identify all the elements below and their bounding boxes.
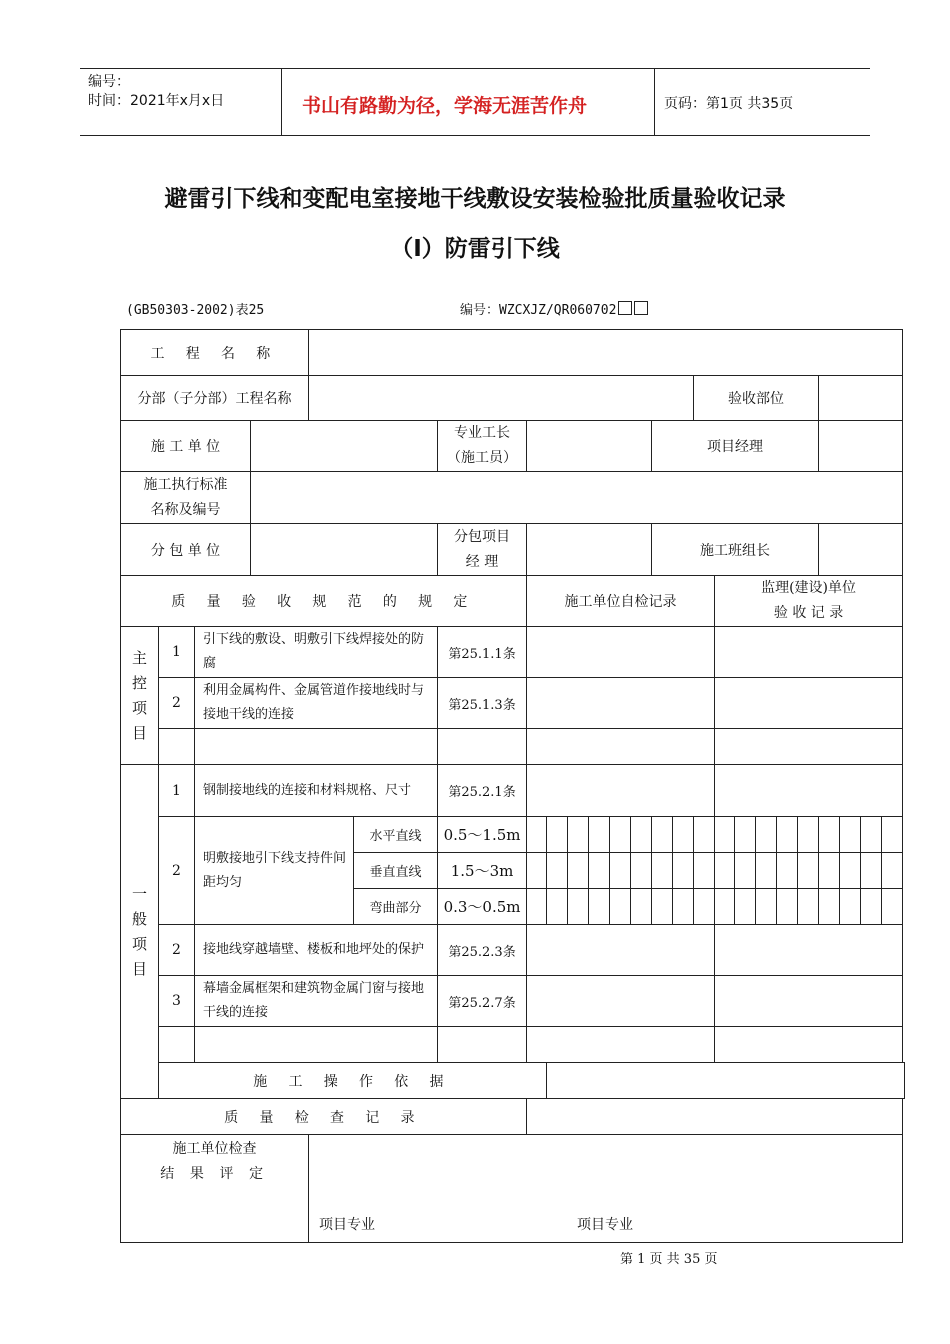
grid-cell[interactable] bbox=[694, 817, 715, 853]
grid-cell[interactable] bbox=[547, 853, 568, 889]
quality-record-field[interactable] bbox=[527, 1099, 903, 1135]
grid-cell[interactable] bbox=[840, 817, 861, 853]
grid-cell[interactable] bbox=[735, 853, 756, 889]
standard-label bbox=[121, 472, 251, 524]
grid-cell[interactable] bbox=[568, 889, 589, 925]
self-check-cell[interactable] bbox=[527, 729, 715, 765]
main-items-char-3: 项 bbox=[131, 698, 147, 717]
general-item-clause: 第25.2.7条 bbox=[438, 976, 527, 1027]
footer-page: 第 1 页 共 35 页 bbox=[620, 1252, 718, 1267]
supervision-cell[interactable] bbox=[715, 1027, 903, 1063]
grid-cell[interactable] bbox=[861, 817, 882, 853]
code-label: 编号： bbox=[88, 74, 130, 90]
supervision-cell[interactable] bbox=[715, 765, 903, 817]
grid-cell[interactable] bbox=[589, 889, 610, 925]
self-check-cell[interactable] bbox=[527, 765, 715, 817]
grid-cell[interactable] bbox=[819, 817, 840, 853]
result-line-2: 结 果 评 定 bbox=[160, 1166, 269, 1182]
grid-cell[interactable] bbox=[840, 889, 861, 925]
result-label bbox=[121, 1135, 309, 1243]
grid-cell[interactable] bbox=[882, 889, 903, 925]
acceptance-part-field[interactable] bbox=[819, 376, 903, 421]
project-pro-label: 项目专业 bbox=[319, 1217, 376, 1233]
grid-cell[interactable] bbox=[673, 817, 694, 853]
acceptance-part-label: 验收部位 bbox=[694, 376, 819, 421]
grid-cell[interactable] bbox=[882, 853, 903, 889]
empty-cell bbox=[195, 1027, 438, 1063]
page-subtitle: （Ⅰ）防雷引下线 bbox=[390, 236, 560, 262]
self-check-cell[interactable] bbox=[527, 1027, 715, 1063]
grid-cell[interactable] bbox=[673, 889, 694, 925]
team-leader-field[interactable] bbox=[819, 524, 903, 576]
project-name-label: 工 程 名 称 bbox=[121, 330, 309, 376]
sub-item-name: 水平直线 bbox=[354, 817, 438, 853]
grid-cell[interactable] bbox=[673, 853, 694, 889]
self-check-cell[interactable] bbox=[527, 678, 715, 729]
standard-line-1: 施工执行标准 bbox=[143, 476, 228, 493]
record-number bbox=[460, 299, 648, 318]
general-item-no: 2 bbox=[159, 817, 195, 925]
general-item-no: 1 bbox=[159, 765, 195, 817]
project-name-field[interactable] bbox=[309, 330, 903, 376]
quality-record-label: 质 量 检 查 记 录 bbox=[121, 1099, 527, 1135]
grid-cell[interactable] bbox=[756, 817, 777, 853]
sub-manager-line-1: 分包项目 bbox=[454, 528, 511, 545]
main-items-label bbox=[121, 627, 159, 765]
result-line-1: 施工单位检查 bbox=[172, 1141, 257, 1157]
grid-cell[interactable] bbox=[694, 853, 715, 889]
grid-cell[interactable] bbox=[798, 817, 819, 853]
standard-ref: (GB50303-2002)表25 bbox=[126, 303, 265, 318]
team-leader-label: 施工班组长 bbox=[652, 524, 819, 576]
self-check-cell[interactable] bbox=[527, 627, 715, 678]
grid-cell[interactable] bbox=[735, 817, 756, 853]
main-item-text: 引下线的敷设、明敷引下线焊接处的防腐 bbox=[195, 627, 438, 678]
general-item-clause: 第25.2.3条 bbox=[438, 925, 527, 976]
supervision-line-2: 验 收 记 录 bbox=[773, 605, 844, 621]
main-items-char-1: 主 bbox=[131, 648, 147, 667]
general-item-text: 明敷接地引下线支持件间距均匀 bbox=[195, 817, 354, 925]
grid-cell[interactable] bbox=[527, 817, 547, 853]
spec-header: 质 量 验 收 规 范 的 规 定 bbox=[121, 576, 527, 627]
main-item-text: 利用金属构件、金属管道作接地线时与接地干线的连接 bbox=[195, 678, 438, 729]
self-check-cell[interactable] bbox=[527, 925, 715, 976]
construction-unit-label: 施 工 单 位 bbox=[121, 421, 251, 472]
main-item-clause: 第25.1.1条 bbox=[438, 627, 527, 678]
general-items-label bbox=[121, 765, 159, 1099]
grid-cell[interactable] bbox=[652, 889, 673, 925]
grid-cell[interactable] bbox=[547, 889, 568, 925]
grid-cell[interactable] bbox=[861, 853, 882, 889]
supervision-cell[interactable] bbox=[715, 729, 903, 765]
sub-item-value: 1.5～3m bbox=[438, 853, 527, 889]
grid-cell[interactable] bbox=[715, 853, 735, 889]
grid-cell[interactable] bbox=[777, 817, 798, 853]
general-item-text: 幕墙金属框架和建筑物金属门窗与接地干线的连接 bbox=[195, 976, 438, 1027]
grid-cell[interactable] bbox=[861, 889, 882, 925]
grid-cell[interactable] bbox=[589, 817, 610, 853]
acceptance-form bbox=[120, 329, 905, 1243]
grid-cell[interactable] bbox=[777, 853, 798, 889]
foreman-line-1: 专业工长 bbox=[454, 425, 511, 441]
empty-cell bbox=[438, 1027, 527, 1063]
grid-cell[interactable] bbox=[568, 817, 589, 853]
time-label: 时间：2021年x月x日 bbox=[88, 93, 225, 109]
grid-cell[interactable] bbox=[527, 853, 547, 889]
page-title: 避雷引下线和变配电室接地干线敷设安装检验批质量验收记录 bbox=[164, 186, 786, 212]
supervision-line-1: 监理(建设)单位 bbox=[761, 580, 857, 596]
grid-cell[interactable] bbox=[527, 889, 547, 925]
self-check-cell[interactable] bbox=[527, 976, 715, 1027]
supervision-header bbox=[715, 576, 903, 627]
sub-project-field[interactable] bbox=[309, 376, 694, 421]
general-items-char-2: 般 bbox=[131, 909, 147, 928]
general-item-no: 3 bbox=[159, 976, 195, 1027]
general-item-text: 接地线穿越墙壁、楼板和地坪处的保护 bbox=[195, 925, 438, 976]
main-items-char-2: 控 bbox=[131, 673, 147, 692]
grid-cell[interactable] bbox=[610, 817, 631, 853]
empty-cell bbox=[438, 729, 527, 765]
main-item-clause: 第25.1.3条 bbox=[438, 678, 527, 729]
self-check-header: 施工单位自检记录 bbox=[527, 576, 715, 627]
grid-cell[interactable] bbox=[631, 889, 652, 925]
sub-item-name: 垂直直线 bbox=[354, 853, 438, 889]
empty-cell bbox=[159, 1027, 195, 1063]
project-manager-field[interactable] bbox=[819, 421, 903, 472]
checkbox-icon[interactable] bbox=[618, 301, 632, 315]
foreman-field[interactable] bbox=[527, 421, 652, 472]
main-item-no: 1 bbox=[159, 627, 195, 678]
subcontract-unit-field[interactable] bbox=[251, 524, 438, 576]
operation-basis-label: 施 工 操 作 依 据 bbox=[159, 1063, 547, 1099]
grid-cell[interactable] bbox=[694, 889, 715, 925]
grid-cell[interactable] bbox=[819, 889, 840, 925]
grid-cell[interactable] bbox=[882, 817, 903, 853]
project-manager-label: 项目经理 bbox=[652, 421, 819, 472]
main-item-no: 2 bbox=[159, 678, 195, 729]
supervision-cell[interactable] bbox=[715, 925, 903, 976]
project-pro-label-2: 项目专业 bbox=[577, 1217, 634, 1233]
sub-manager-field[interactable] bbox=[527, 524, 652, 576]
grid-cell[interactable] bbox=[610, 853, 631, 889]
grid-cell[interactable] bbox=[735, 889, 756, 925]
main-items-char-4: 目 bbox=[131, 723, 147, 742]
result-field[interactable] bbox=[309, 1135, 903, 1243]
grid-cell[interactable] bbox=[840, 853, 861, 889]
sub-item-name: 弯曲部分 bbox=[354, 889, 438, 925]
construction-unit-field[interactable] bbox=[251, 421, 438, 472]
general-items-char-1: 一 bbox=[131, 884, 147, 903]
grid-cell[interactable] bbox=[756, 889, 777, 925]
general-item-clause: 第25.2.1条 bbox=[438, 765, 527, 817]
grid-cell[interactable] bbox=[610, 889, 631, 925]
grid-cell[interactable] bbox=[715, 817, 735, 853]
sub-manager-line-2: 经 理 bbox=[465, 553, 499, 570]
foreman-label bbox=[438, 421, 527, 472]
subcontract-unit-label: 分 包 单 位 bbox=[121, 524, 251, 576]
general-items-char-3: 项 bbox=[131, 934, 147, 953]
empty-cell bbox=[159, 729, 195, 765]
sub-manager-label bbox=[438, 524, 527, 576]
sub-item-value: 0.3～0.5m bbox=[438, 889, 527, 925]
empty-cell bbox=[195, 729, 438, 765]
operation-basis-field[interactable] bbox=[547, 1063, 905, 1099]
grid-cell[interactable] bbox=[819, 853, 840, 889]
general-item-no: 2 bbox=[159, 925, 195, 976]
standard-line-2: 名称及编号 bbox=[150, 501, 221, 518]
checkbox-icon[interactable] bbox=[634, 301, 648, 315]
sub-item-value: 0.5～1.5m bbox=[438, 817, 527, 853]
motto: 书山有路勤为径，学海无涯苦作舟 bbox=[302, 95, 588, 117]
page-info: 页码：第1页 共35页 bbox=[664, 96, 794, 112]
grid-cell[interactable] bbox=[798, 889, 819, 925]
grid-cell[interactable] bbox=[798, 853, 819, 889]
grid-cell[interactable] bbox=[589, 853, 610, 889]
general-item-text: 钢制接地线的连接和材料规格、尺寸 bbox=[195, 765, 438, 817]
sub-project-label: 分部（子分部）工程名称 bbox=[121, 376, 309, 421]
supervision-cell[interactable] bbox=[715, 976, 903, 1027]
grid-cell[interactable] bbox=[547, 817, 568, 853]
grid-cell[interactable] bbox=[777, 889, 798, 925]
general-items-char-4: 目 bbox=[131, 959, 147, 978]
record-number-text: 编号：WZCXJZ/QR060702 bbox=[460, 303, 617, 318]
grid-cell[interactable] bbox=[715, 889, 735, 925]
grid-cell[interactable] bbox=[652, 817, 673, 853]
grid-cell[interactable] bbox=[631, 817, 652, 853]
grid-cell[interactable] bbox=[631, 853, 652, 889]
foreman-line-2: （施工员） bbox=[447, 450, 518, 466]
grid-cell[interactable] bbox=[756, 853, 777, 889]
supervision-cell[interactable] bbox=[715, 678, 903, 729]
grid-cell[interactable] bbox=[568, 853, 589, 889]
grid-cell[interactable] bbox=[652, 853, 673, 889]
standard-field[interactable] bbox=[251, 472, 903, 524]
supervision-cell[interactable] bbox=[715, 627, 903, 678]
